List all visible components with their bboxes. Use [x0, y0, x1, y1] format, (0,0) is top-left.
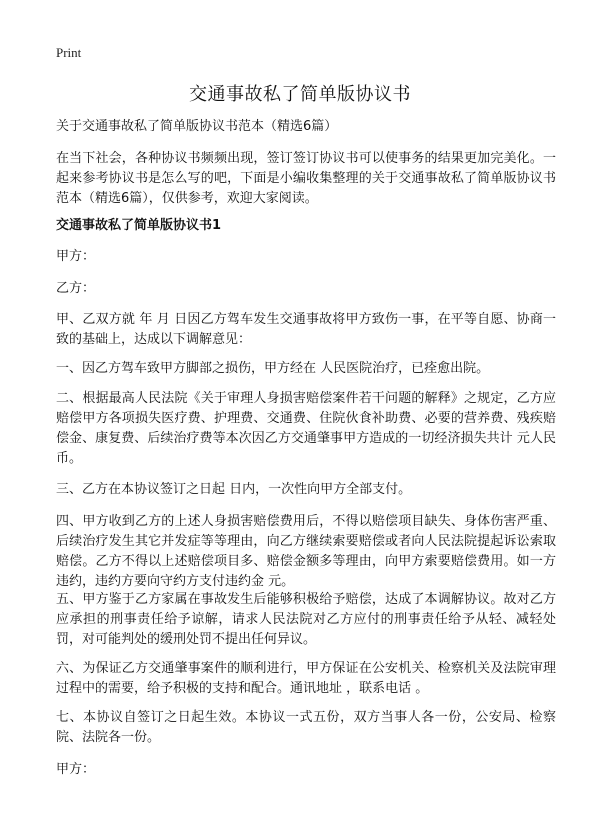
- print-link[interactable]: Print: [56, 45, 82, 60]
- clause-2: 二、根据最高人民法院《关于审理人身损害赔偿案件若干问题的解释》之规定，乙方应赔偿甲方各项损失医疗费、护理费、交通费、住院伙食补助费、必要的营养费、残疾赔偿金、康复费、后续治疗费等本次因乙方交通肇事甲方造成的一切经济损失共计 元人民币。: [56, 391, 556, 466]
- party-a-signature: 甲方：: [56, 762, 96, 777]
- section-heading: 交通事故私了简单版协议书1: [56, 218, 222, 233]
- party-b-line: 乙方：: [56, 281, 96, 296]
- document-subtitle: 关于交通事故私了简单版协议书范本（精选6篇）: [56, 119, 338, 134]
- intro-paragraph: 在当下社会，各种协议书频频出现，签订签订协议书可以使事务的结果更加完美化。一起来参考协议书是怎么写的吧，下面是小编收集整理的关于交通事故私了简单版协议书范本（精选6篇），仅供参考，欢迎大家阅读。: [56, 151, 556, 206]
- agreement-paragraph: 甲、乙双方就 年 月 日因乙方驾车发生交通事故将甲方致伤一事，在平等自愿、协商一致的基础上，达成以下调解意见：: [56, 312, 556, 347]
- clause-4: 四、甲方收到乙方的上述人身损害赔偿费用后，不得以赔偿项目缺失、身体伤害严重、后续治疗发生其它并发症等等理由，向乙方继续索要赔偿或者向人民法院提起诉讼索取赔偿。乙方不得以上述赔偿项目多、赔偿金额多等理由，向甲方索要赔偿费用。如一方违约，违约方要向守约方支付违约金 元。: [56, 514, 556, 589]
- clause-5: 五、甲方鉴于乙方家属在事故发生后能够积极给予赔偿，达成了本调解协议。故对乙方应承担的刑事责任给予谅解，请求人民法院对乙方应付的刑事责任给予从轻、减轻处罚，对可能判处的缓刑处罚不提出任何异议。: [56, 592, 556, 647]
- clause-1: 一、因乙方驾车致甲方脚部之损伤，甲方经在 人民医院治疗，已痊愈出院。: [56, 361, 490, 376]
- clause-7: 七、本协议自签订之日起生效。本协议一式五份，双方当事人各一份，公安局、检察院、法院各一份。: [56, 710, 556, 745]
- party-a-line: 甲方：: [56, 249, 96, 264]
- document-title: 交通事故私了简单版协议书: [189, 84, 411, 105]
- clause-6: 六、为保证乙方交通肇事案件的顺利进行，甲方保证在公安机关、检察机关及法院审理过程中的需要，给予积极的支持和配合。通讯地址 ，联系电话 。: [56, 661, 556, 696]
- clause-3: 三、乙方在本协议签订之日起 日内，一次性向甲方全部支付。: [56, 482, 412, 497]
